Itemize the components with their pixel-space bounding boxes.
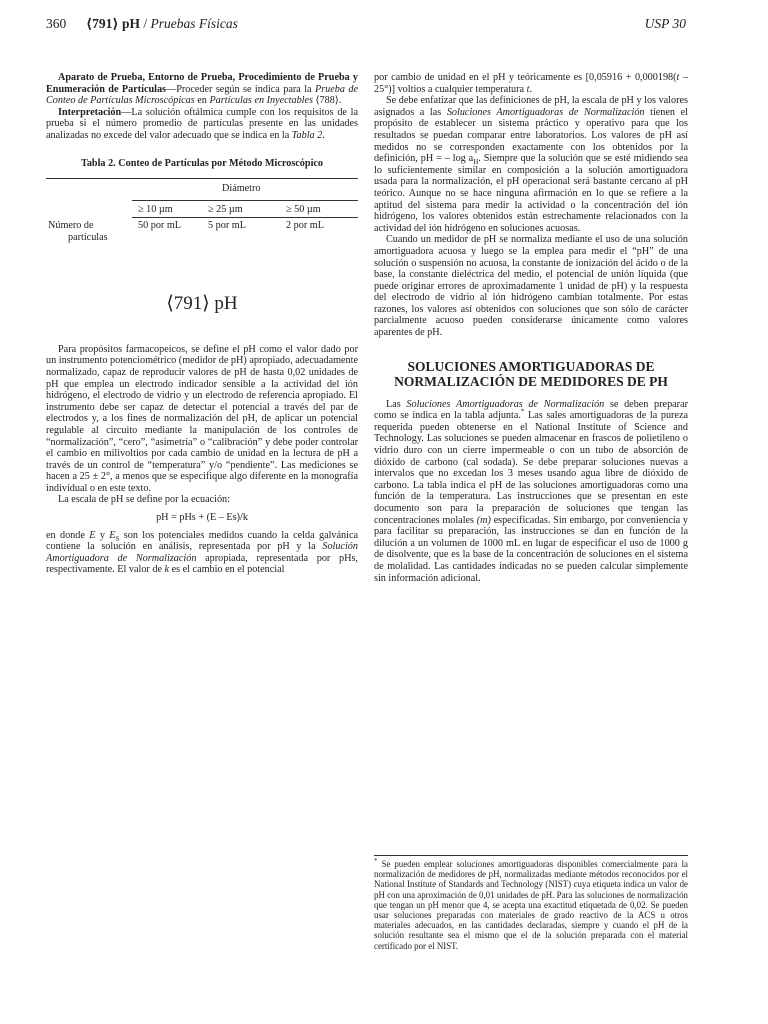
section-heading-line: NORMALIZACIÓN DE MEDIDORES DE PH [394,373,668,389]
paragraph-buffer-solutions [374,399,688,585]
page-header [46,16,686,38]
footnote-text: Se pueden emplear soluciones amortiguadoras disponibles comercialmente para la normalización de medidores de pH, normalizadas mediante métodos reconocidos por el National Institute of Standards and Technology (NIST) cuya etiqueta indica un valor de pH con una aproximación de 0,01 unidades de pH. Para las soluciones de normalización que tengan un pH menor que 4, se acepta una exactitud etiquetada de 0,02. Se pueden usar soluciones preparadas con materiales de grado reactivo de la ACS u otros materiales adecuados, en las cantidades declaradas, siempre y cuando el pH de la solución resultante sea el mismo que el de la solución preparada con el material certificado por el NIST. [374,859,688,951]
table-title: Tabla 2. Conteo de Partículas por Método Microscópico [80,157,324,169]
section-heading-line: SOLUCIONES AMORTIGUADORAS DE [407,358,655,374]
text-run: y [95,529,110,541]
row-label: partículas [68,232,108,244]
text-run: —La solución oftálmica cumple con los requisitos de la prueba si el número promedio de partículas presente en las unidades analizadas no excede del valor adecuado que se indica en la [46,106,358,141]
section-heading [374,359,688,389]
text-run: en donde [46,529,90,541]
table-cell: 2 por mL [286,220,324,232]
text-run: tienen el propósito de establecer un sistema práctico y operativo para que los resultados se puedan comparar entre laboratorios. Los valores de pH así medidos no se corresponden exactamente con los obtenidos por la definición, pH = – log a [374,106,688,165]
ref-normalization-solutions: Soluciones Amortiguadoras de Normalización [446,106,645,118]
text-run: Las sales amortiguadoras de la pureza requerida pueden obtenerse en el National Institute of Science and Technology. Las soluciones se pueden almacenar en frascos de polietileno o vidrio duro con un cierre impermeable o con un tubo de absorción de dióxido de carbono (cal sodada). Se debe preparar soluciones nuevas a intervalos que no excedan los 3 meses usando agua libre de dióxido de carbono. La tabla indica el pH de las soluciones amortiguadoras como una función de la temperatura. Las instrucciones que se presentan en este documento son para la preparación de soluciones que tengan las concentraciones molales [374,410,688,526]
column-header: ≥ 25 µm [208,204,243,216]
text-run: se deben preparar como se indica en la tabla adjunta. [374,398,688,422]
ref-injectables: Partículas en Inyectables [209,95,313,107]
ref-normalization-solutions: Soluciones Amortiguadoras de Normalización [406,398,605,410]
symbol-subscript: S [115,534,120,543]
symbol-m: (m) [476,514,491,526]
section-subtitle: Pruebas Físicas [150,16,238,31]
paragraph-emphasis [374,95,688,234]
diameter-header: Diámetro [222,183,261,195]
symbol-k: k [164,564,170,576]
paragraph-scale: La escala de pH se define por la ecuación: [58,494,230,506]
publication-name: USP 30 [644,16,686,31]
row-label: Número de [48,220,94,232]
text-run: . [529,83,532,95]
symbol-e: E [89,529,96,541]
paragraph-continuation [374,72,688,95]
particle-count-table [46,178,358,254]
text-run: es el cambio en el potencial [169,564,285,576]
symbol-t: t [676,72,680,83]
apparatus-heading: Aparato de Prueba, Entorno de Prueba, Procedimiento de Prueba y Enumeración de Partículas [46,72,358,95]
title-separator: / [143,16,148,31]
running-title [86,16,238,32]
footnote [374,859,688,951]
ref-table-2: Tabla 2 [291,129,323,141]
column-header: ≥ 50 µm [286,204,321,216]
right-column [374,72,688,584]
paragraph-apparatus [46,72,358,107]
text-run: en [194,95,210,107]
equation-text: pH = pHs + (E – Es)/k [156,512,248,524]
text-run: – 25°)] voltios a cualquier temperatura [374,72,688,95]
page-number: 360 [46,16,67,31]
left-column [46,72,358,576]
text-run: especificadas. Sin embargo, por conveniencia y para facilitar su preparación, las instrucciones se dan en función de la dilución a un volumen de 1000 mL en lugar de especificar el uso de 1000 g de disolvente, que es la base de la concentración de soluciones en el sistema de molalidad. Las cantidades indicadas no se pueden calcular simplemente sin información adicional. [374,514,688,584]
text-run: son los potenciales medidos cuando la celda galvánica contiene la solución en análisis, representada por pH y la [46,529,358,553]
symbol-es: E [109,529,116,541]
table-rule-mid [132,200,358,201]
symbol-subscript: H [473,158,479,167]
text-run: . Siempre que la solución que se esté midiendo sea lo suficientemente similar en composición a la solución amortiguadora usada para la normalización, el pH operacional será bastante cercano al pH teórico. Aunque no se hace ninguna afirmación en lo que se refiere a la aptitud del sistema para medir la actividad o la concentración del ión hidrógeno, los valores obtenidos están estrechamente relacionados con la actividad del ión hidrógeno en soluciones acuosas. [374,153,688,234]
text-run: Se debe enfatizar que las definiciones de pH, la escala de pH y los valores asignados a las [374,95,688,118]
table-cell: 50 por mL [138,220,182,232]
ref-microscopic-test: Prueba de Conteo de Partículas Microscópicas [46,83,359,107]
column-header: ≥ 10 µm [138,204,173,216]
text-run: apropiada, representada por pHs, respectivamente. El valor de [46,552,358,576]
paragraph-equation-terms [46,530,358,576]
paragraph-ph-definition: Para propósitos farmacopeicos, se define el pH como el valor dado por un instrumento potenciométrico (medidor de pH) apropiado, adecuadamente normalizado, capaz de reproducir valores de pH de hasta 0,02 unidades de pH que emplea un electrodo indicador sensible a la actividad del ión hidrógeno, el electrodo de vidrio y un electrodo de referencia apropiado. El instrumento debe ser capaz de detectar el potencial a través del par de electrodos y, a los fines de normalización del pH, de aplicar un potencial regulable al circuito mediante la manipulación de los controles de “normalización”, “cero”, “asimetría” o “calibración” y debe poder controlar el cambio en milivoltios por cada cambio de unidad en la lectura de pH a través de un control de “temperatura” y/o “pendiente”. Las mediciones se hacen a 25 ± 2°, a menos que se especifique algo diferente en la monografía individual o en este texto. [46,343,358,494]
text-run: ⟨788⟩. [313,95,342,107]
footnote-marker: * [374,857,378,866]
symbol-t: t [526,83,530,95]
text-run: . [322,129,325,141]
section-code: ⟨791⟩ pH [86,16,140,31]
text-run: —Proceder según se indica para la [166,83,315,95]
interpretation-heading: Interpretación [58,106,122,118]
text-run: por cambio de unidad en el pH y teóricamente es [0,05916 + 0,000198( [374,72,677,83]
footnote-rule [374,855,688,856]
chapter-title: ⟨791⟩ pH [166,293,238,315]
paragraph-nonaqueous: Cuando un medidor de pH se normaliza mediante el uso de una solución amortiguadora acuosa y luego se la emplea para medir el “pH” de una solución o suspensión no acuosa, la constante de ionización del ácido o de la base, la constante dieléctrica del medio, el potencial de unión líquida (que puede originar errores de aproximadamente 1 unidad de pH) y la respuesta del electrodo de vidrio al ión hidrógeno cambian totalmente. Por estas razones, los valores así obtenidos con soluciones que son sólo de carácter parcialmente acuoso pueden considerarse únicamente como valores aparentes de pH. [374,234,688,339]
footnote-marker: * [520,407,525,416]
ref-normalization-solution: Solución Amortiguadora de Normalización [46,541,358,564]
paragraph-interpretation [46,107,358,142]
text-run: Las [386,398,407,410]
table-rule-sub [132,217,358,218]
ph-equation [46,512,358,524]
table-rule-top [46,178,358,179]
table-cell: 5 por mL [208,220,246,232]
